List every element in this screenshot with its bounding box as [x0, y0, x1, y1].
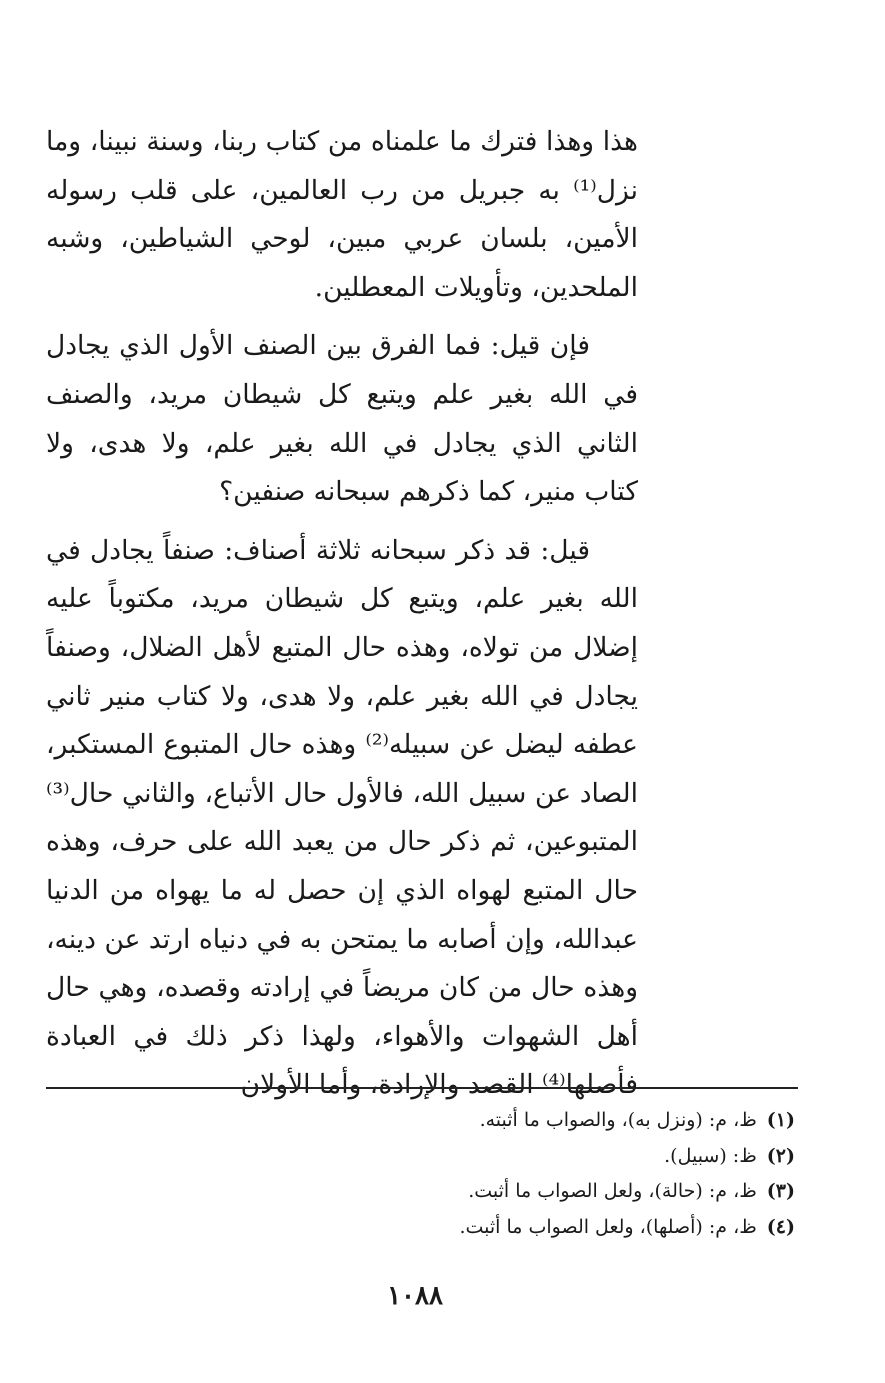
- footnote-number: (٤): [766, 1215, 795, 1238]
- footnote-4: [95, 1210, 795, 1246]
- footnote-divider: [46, 1087, 798, 1089]
- footnote-3: [95, 1174, 795, 1210]
- footnote-text: ظ، م: (ونزل به)، والصواب ما أثبته.: [479, 1109, 757, 1131]
- main-text: [46, 118, 638, 1120]
- footnote-1: [95, 1103, 795, 1139]
- footnote-number: (٢): [766, 1144, 795, 1167]
- footnote-text: ظ، م: (أصلها)، ولعل الصواب ما أثبت.: [459, 1215, 757, 1238]
- page-number: ١٠٨٨: [387, 1281, 443, 1311]
- paragraph-1: هذا وهذا فترك ما علمناه من كتاب ربنا، وسنة نبينا، وما نزل⁽¹⁾ به جبريل من رب العالمين، على قلب رسوله الأمين، بلسان عربي مبين، لوحي الشياطين، وشبه الملحدين، وتأويلات المعطلين.: [46, 126, 638, 303]
- footnote-text: ظ: (سبيل).: [664, 1144, 757, 1167]
- paragraph-3: قيل: قد ذكر سبحانه ثلاثة أصناف: صنفاً يجادل في الله بغير علم، ويتبع كل شيطان مريد، مكتوباً عليه إضلال من تولاه، وهذه حال المتبع لأهل الضلال، وصنفاً يجادل في الله بغير علم، ولا هدى، ولا كتاب منير ثاني عطفه ليضل عن سبيله⁽²⁾ وهذه حال المتبوع المستكبر، الصاد عن سبيل الله، فالأول حال الأتباع، والثاني حال⁽³⁾ المتبوعين، ثم ذكر حال من يعبد الله على حرف، وهذه حال المتبع لهواه الذي إن حصل له ما يهواه من الدنيا عبدالله، وإن أصابه ما يمتحن به في دنياه ارتد عن دينه، وهذه حال من كان مريضاً في إرادته وقصده، وهي حال أهل الشهوات والأهواء، ولهذا ذكر ذلك في العبادة فأصلها⁽⁴⁾ القصد والإرادة، وأما الأولان: [46, 534, 638, 1101]
- footnote-number: (٣): [766, 1180, 795, 1202]
- footnotes-list: [95, 1103, 795, 1245]
- footnote-number: (١): [766, 1109, 795, 1131]
- footnote-text: ظ، م: (حالة)، ولعل الصواب ما أثبت.: [468, 1180, 757, 1202]
- footnote-2: [95, 1139, 795, 1175]
- paragraph-2: فإن قيل: فما الفرق بين الصنف الأول الذي يجادل في الله بغير علم ويتبع كل شيطان مريد، والصنف الثاني الذي يجادل في الله بغير علم، ولا هدى، ولا كتاب منير، كما ذكرهم سبحانه صنفين؟: [46, 330, 638, 508]
